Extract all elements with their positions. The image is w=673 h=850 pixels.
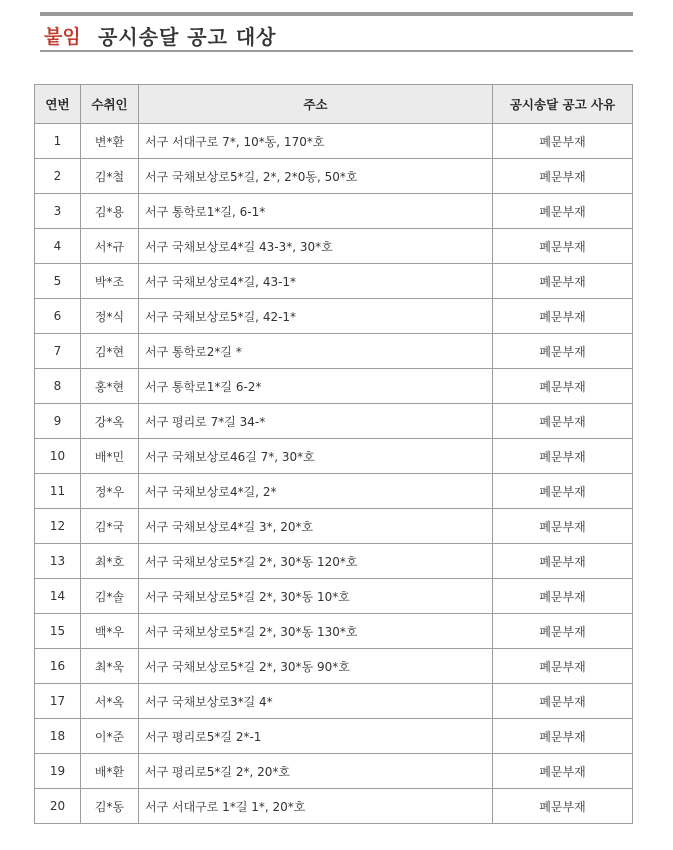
notice-reason: 폐문부재: [493, 194, 633, 229]
recipient-address: 서구 국채보상로5*길, 2*, 2*0동, 50*호: [139, 159, 493, 194]
notice-reason: 폐문부재: [493, 334, 633, 369]
recipient-address: 서구 국채보상로5*길 2*, 30*동 10*호: [139, 579, 493, 614]
recipient-address: 서구 국채보상로4*길, 43-1*: [139, 264, 493, 299]
row-number: 15: [35, 614, 81, 649]
recipient-name: 김*현: [81, 334, 139, 369]
table-row: [35, 509, 633, 544]
row-number: 7: [35, 334, 81, 369]
column-header-recipient: 수취인: [81, 85, 139, 124]
notice-reason: 폐문부재: [493, 474, 633, 509]
row-number: 10: [35, 439, 81, 474]
table-row: [35, 159, 633, 194]
recipient-address: 서구 국채보상로5*길 2*, 30*동 130*호: [139, 614, 493, 649]
recipient-name: 김*국: [81, 509, 139, 544]
document-header: [40, 12, 633, 52]
notice-reason: 폐문부재: [493, 614, 633, 649]
table-row: [35, 614, 633, 649]
recipient-name: 서*옥: [81, 684, 139, 719]
row-number: 12: [35, 509, 81, 544]
recipient-name: 변*환: [81, 124, 139, 159]
table-row: [35, 264, 633, 299]
table-row: [35, 474, 633, 509]
notice-reason: 폐문부재: [493, 544, 633, 579]
row-number: 19: [35, 754, 81, 789]
notice-reason: 폐문부재: [493, 124, 633, 159]
recipient-name: 배*환: [81, 754, 139, 789]
recipient-address: 서구 서대구로 7*, 10*동, 170*호: [139, 124, 493, 159]
notice-reason: 폐문부재: [493, 229, 633, 264]
recipient-address: 서구 서대구로 1*길 1*, 20*호: [139, 789, 493, 824]
recipient-name: 최*욱: [81, 649, 139, 684]
recipient-address: 서구 평리로5*길 2*, 20*호: [139, 754, 493, 789]
table-row: [35, 789, 633, 824]
table-row: [35, 369, 633, 404]
attachment-label: 붙임: [44, 26, 81, 48]
recipient-name: 김*용: [81, 194, 139, 229]
table-row: [35, 334, 633, 369]
row-number: 8: [35, 369, 81, 404]
recipient-address: 서구 국채보상로4*길, 2*: [139, 474, 493, 509]
table-row: [35, 754, 633, 789]
recipient-address: 서구 국채보상로4*길 43-3*, 30*호: [139, 229, 493, 264]
table-row: [35, 299, 633, 334]
notice-reason: 폐문부재: [493, 579, 633, 614]
table-header-row: [35, 85, 633, 124]
recipient-name: 정*식: [81, 299, 139, 334]
recipient-name: 배*민: [81, 439, 139, 474]
row-number: 3: [35, 194, 81, 229]
recipient-address: 서구 국채보상로5*길 2*, 30*동 90*호: [139, 649, 493, 684]
table-row: [35, 544, 633, 579]
row-number: 2: [35, 159, 81, 194]
table-row: [35, 194, 633, 229]
recipient-name: 서*규: [81, 229, 139, 264]
recipient-address: 서구 국채보상로5*길, 42-1*: [139, 299, 493, 334]
table-row: [35, 649, 633, 684]
row-number: 17: [35, 684, 81, 719]
recipient-address: 서구 국채보상로4*길 3*, 20*호: [139, 509, 493, 544]
recipient-address: 서구 통학로1*길, 6-1*: [139, 194, 493, 229]
notice-reason: 폐문부재: [493, 719, 633, 754]
row-number: 1: [35, 124, 81, 159]
notice-reason: 폐문부재: [493, 264, 633, 299]
header-bottom-rule: [40, 50, 633, 52]
row-number: 13: [35, 544, 81, 579]
column-header-no: 연번: [35, 85, 81, 124]
row-number: 9: [35, 404, 81, 439]
recipient-address: 서구 통학로2*길 *: [139, 334, 493, 369]
recipient-address: 서구 평리로 7*길 34-*: [139, 404, 493, 439]
table-row: [35, 229, 633, 264]
row-number: 11: [35, 474, 81, 509]
notice-reason: 폐문부재: [493, 754, 633, 789]
recipient-name: 정*우: [81, 474, 139, 509]
table-row: [35, 124, 633, 159]
recipient-name: 김*동: [81, 789, 139, 824]
notice-reason: 폐문부재: [493, 789, 633, 824]
notice-reason: 폐문부재: [493, 509, 633, 544]
recipient-name: 이*준: [81, 719, 139, 754]
recipient-address: 서구 평리로5*길 2*-1: [139, 719, 493, 754]
table-row: [35, 579, 633, 614]
recipient-name: 박*조: [81, 264, 139, 299]
table-row: [35, 684, 633, 719]
notice-reason: 폐문부재: [493, 684, 633, 719]
row-number: 18: [35, 719, 81, 754]
notice-reason: 폐문부재: [493, 159, 633, 194]
notice-reason: 폐문부재: [493, 439, 633, 474]
recipient-name: 김*솔: [81, 579, 139, 614]
recipient-address: 서구 통학로1*길 6-2*: [139, 369, 493, 404]
column-header-address: 주소: [139, 85, 493, 124]
row-number: 16: [35, 649, 81, 684]
notice-reason: 폐문부재: [493, 404, 633, 439]
notice-table: [34, 84, 633, 824]
recipient-name: 최*호: [81, 544, 139, 579]
notice-reason: 폐문부재: [493, 649, 633, 684]
table-row: [35, 719, 633, 754]
notice-reason: 폐문부재: [493, 369, 633, 404]
recipient-name: 김*철: [81, 159, 139, 194]
page-title: 공시송달 공고 대상: [98, 25, 277, 49]
recipient-address: 서구 국채보상로46길 7*, 30*호: [139, 439, 493, 474]
recipient-name: 강*옥: [81, 404, 139, 439]
row-number: 5: [35, 264, 81, 299]
column-header-reason: 공시송달 공고 사유: [493, 85, 633, 124]
row-number: 20: [35, 789, 81, 824]
row-number: 6: [35, 299, 81, 334]
recipient-name: 백*우: [81, 614, 139, 649]
header-top-rule: [40, 12, 633, 16]
table-row: [35, 404, 633, 439]
table-row: [35, 439, 633, 474]
notice-reason: 폐문부재: [493, 299, 633, 334]
row-number: 14: [35, 579, 81, 614]
row-number: 4: [35, 229, 81, 264]
recipient-name: 홍*현: [81, 369, 139, 404]
recipient-address: 서구 국채보상로3*길 4*: [139, 684, 493, 719]
recipient-address: 서구 국채보상로5*길 2*, 30*동 120*호: [139, 544, 493, 579]
